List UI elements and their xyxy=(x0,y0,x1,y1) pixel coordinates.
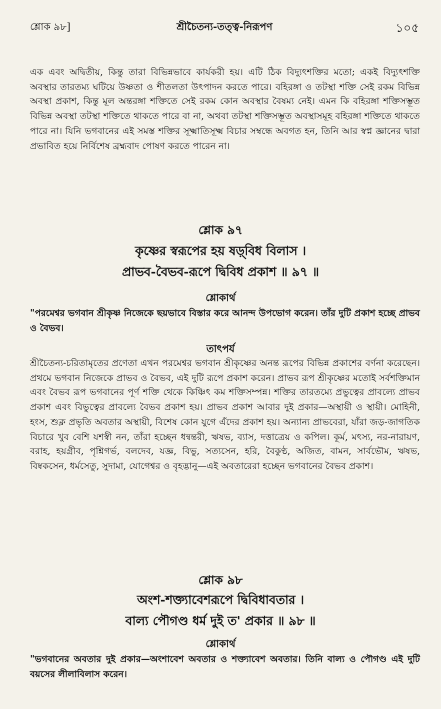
verse-98-translation-heading: শ্লোকার্থ xyxy=(205,639,236,650)
verse-97-translation-heading: শ্লোকার্থ xyxy=(205,293,236,304)
running-header xyxy=(30,20,419,38)
verse-97-line-1: কৃষ্ণের স্বরূপের হয় ষড়্‌বিধ বিলাস । xyxy=(134,243,306,258)
intro-paragraph: এক এবং অদ্বিতীয়, কিন্তু তারা বিভিন্নভাবে কার্যকরী হয়। এটি ঠিক বিদ্যুৎশক্তির মতো; একই বিদ্যুৎশক্তি অবস্থার তারতম্য ঘটিয়ে উষ্ণতা ও শীতলতা উৎপাদন করতে পারে। বহিরঙ্গা ও তটস্থা শক্তি সেই রকম বিভিন্ন অবস্থা প্রকাশ, কিন্তু মূল অন্তরঙ্গা শক্তিতে সেই রকম কোন অবস্থার বৈষম্য নেই। এমন কি বহিরঙ্গা শক্তিসম্ভূত বিভিন্ন অবস্থা তটস্থা শক্তিতে থাকতে পারে বা না, অথবা তটস্থা শক্তিসম্ভূত অবস্থাসমূহ বহিরঙ্গা শক্তিতে থাকতে পারে না। যিনি ভগবানের এই সমস্ত শক্তির সূক্ষ্মাতিসূক্ষ্ম বিচার সম্বন্ধে অবগত হন, তিনি আর স্বপ্ন জ্ঞানের দ্বারা প্রভাবিত হয়ে নির্বিশেষ ব্রহ্মবাদ পোষণ করতে পারেন না। xyxy=(30,68,420,152)
verse-98-title: শ্লোক ৯৮ xyxy=(198,573,243,587)
page-number: ১০৫ xyxy=(395,21,419,35)
verse-98-translation: "ভগবানের অবতার দুই প্রকার—অংশাবেশ অবতার ও শক্ত্যাবেশ অবতার। তিনি বাল্য ও পৌগণ্ড এই দুটি বয়সের লীলাবিলাস করেন। xyxy=(30,654,420,680)
header-verse-ref: শ্লোক ৯৮] xyxy=(30,22,71,33)
verse-97-title: শ্লোক ৯৭ xyxy=(198,223,243,237)
verse-98-line-2: বাল্য পৌগণ্ড ধর্ম দুই ত' প্রকার ॥ ৯৮ ॥ xyxy=(125,613,316,628)
verse-97-purport: শ্রীচৈতন্য-চরিতামৃতের প্রণেতা এখন পরমেশ্বর ভগবান শ্রীকৃষ্ণের অনন্ত রূপের বিভিন্ন প্রকাশের বর্ণনা করেছেন। প্রথমে ভগবান নিজেকে প্রাভব ও বৈভব, এই দুটি রূপে প্রকাশ করেন। প্রাভব রূপ শ্রীকৃষ্ণের মতোই সর্বশক্তিমান এবং বৈভব রূপ ভগবানের পূর্ণ শক্তি থেকে কিঞ্চিৎ কম শক্তিসম্পন্ন। শক্তির তারতম্যে প্রভুত্বের প্রাবল্যে প্রাভব প্রকাশ এবং বিভুত্বের প্রাবল্যে বৈভব প্রকাশ হয়। প্রাভব প্রকাশ আবার দুই প্রকার—অস্থায়ী ও স্থায়ী। মোহিনী, হংস, শুক্ল প্রভৃতি অবতার অস্থায়ী, বিশেষ কোন যুগে এঁদের প্রকাশ হয়। অন্যান্য প্রাভবেরা, যাঁরা জড়-জাগতিক বিচারে খুব বেশি যশস্বী নন, তাঁরা হচ্ছেন ধন্বন্তরী, ঋষভ, ব্যাস, দত্তাত্রেয় ও কপিল। কূর্ম, মৎস্য, নর-নারায়ণ, বরাহ, হয়গ্রীব, পৃশ্নিগর্ভ, বলদেব, যজ্ঞ, বিভু, সত্যসেন, হরি, বৈকুণ্ঠ, অজিত, বামন, সার্বভৌম, ঋষভ, বিষ্বকসেন, ধর্মসেতু, সুদামা, যোগেশ্বর ও বৃহদ্ভানু—এই অবতারেরা হচ্ছেন ভগবানের বৈভব প্রকাশ। xyxy=(30,359,420,472)
header-chapter-title: শ্রীচৈতন্য-তত্ত্ব-নিরূপণ xyxy=(176,22,273,33)
verse-97-translation: "পরমেশ্বর ভগবান শ্রীকৃষ্ণ নিজেকে ছয়ভাবে বিস্তার করে আনন্দ উপভোগ করেন। তাঁর দুটি প্রকাশ হচ্ছে প্রাভব ও বৈভব। xyxy=(30,308,420,334)
verse-97-purport-heading: তাৎপর্য xyxy=(206,344,235,355)
verse-98-line-1: অংশ-শক্ত্যাবেশরূপে দ্বিবিধাবতার । xyxy=(137,592,304,607)
verse-97-line-2: প্রাভব-বৈভব-রূপে দ্বিবিধ প্রকাশ ॥ ৯৭ ॥ xyxy=(121,264,320,279)
